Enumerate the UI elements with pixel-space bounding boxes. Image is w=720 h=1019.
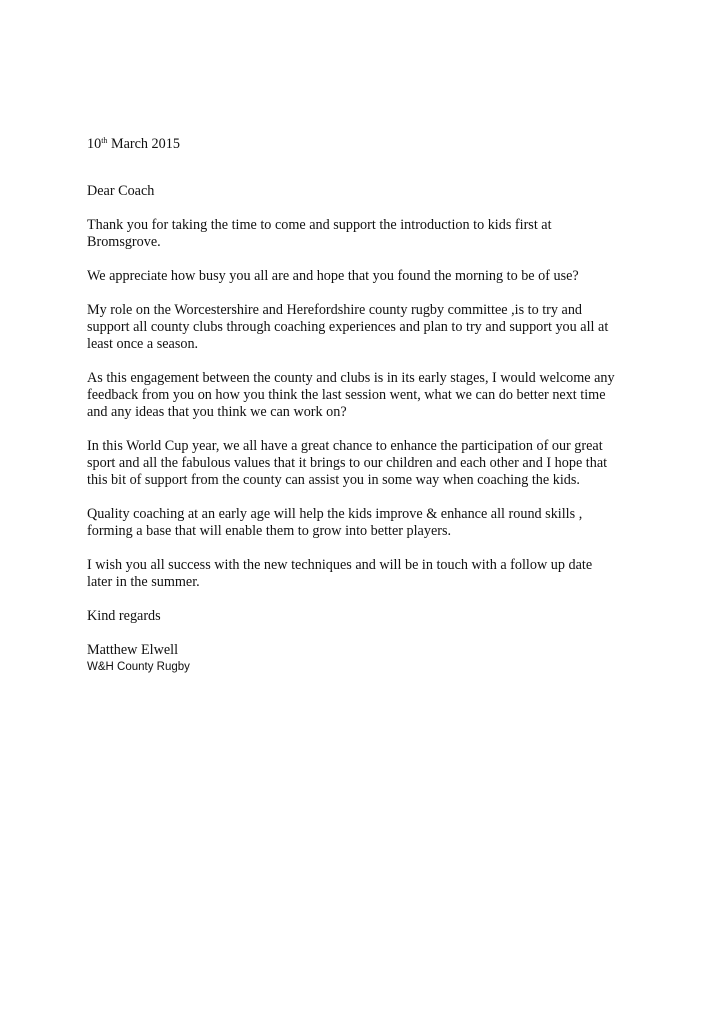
paragraph-role (87, 302, 647, 353)
date-suffix: th (101, 136, 108, 145)
closing: Kind regards (87, 608, 161, 624)
paragraph-line: support all county clubs through coaching experiences and plan to try and support you all at (87, 319, 609, 335)
paragraph-line: forming a base that will enable them to grow into better players. (87, 523, 452, 539)
salutation: Dear Coach (87, 183, 155, 199)
paragraph-follow-up (87, 557, 647, 591)
paragraph-line: Quality coaching at an early age will help the kids improve & enhance all round skills , (87, 506, 583, 522)
date-day: 10 (87, 136, 102, 152)
paragraph-line: least once a season. (87, 336, 199, 352)
paragraph-line: and any ideas that you think we can work on? (87, 404, 347, 420)
date-month-year: March 2015 (107, 136, 180, 152)
paragraph-quality-coaching (87, 506, 647, 540)
paragraph-line: later in the summer. (87, 574, 200, 590)
paragraph-world-cup (87, 438, 647, 489)
paragraph-line: Bromsgrove. (87, 234, 161, 250)
paragraph-appreciation (87, 268, 647, 285)
paragraph-line: As this engagement between the county and clubs is in its early stages, I would welcome any (87, 370, 615, 386)
paragraph-feedback (87, 370, 647, 421)
letter-date (87, 136, 647, 153)
paragraph-line: In this World Cup year, we all have a great chance to enhance the participation of our great (87, 438, 603, 454)
paragraph-thanks (87, 217, 647, 251)
paragraph-line: Thank you for taking the time to come and support the introduction to kids first at (87, 217, 552, 233)
letter-body (87, 136, 647, 675)
paragraph-line: We appreciate how busy you all are and hope that you found the morning to be of use? (87, 268, 579, 284)
paragraph-line: feedback from you on how you think the last session went, what we can do better next time (87, 387, 606, 403)
paragraph-line: sport and all the fabulous values that it brings to our children and each other and I hope that (87, 455, 608, 471)
signature-organization: W&H County Rugby (87, 661, 190, 673)
paragraph-line: this bit of support from the county can assist you in some way when coaching the kids. (87, 472, 580, 488)
paragraph-line: My role on the Worcestershire and Herefordshire county rugby committee ,is to try and (87, 302, 583, 318)
paragraph-line: I wish you all success with the new techniques and will be in touch with a follow up date (87, 557, 593, 573)
signature-name: Matthew Elwell (87, 642, 179, 658)
